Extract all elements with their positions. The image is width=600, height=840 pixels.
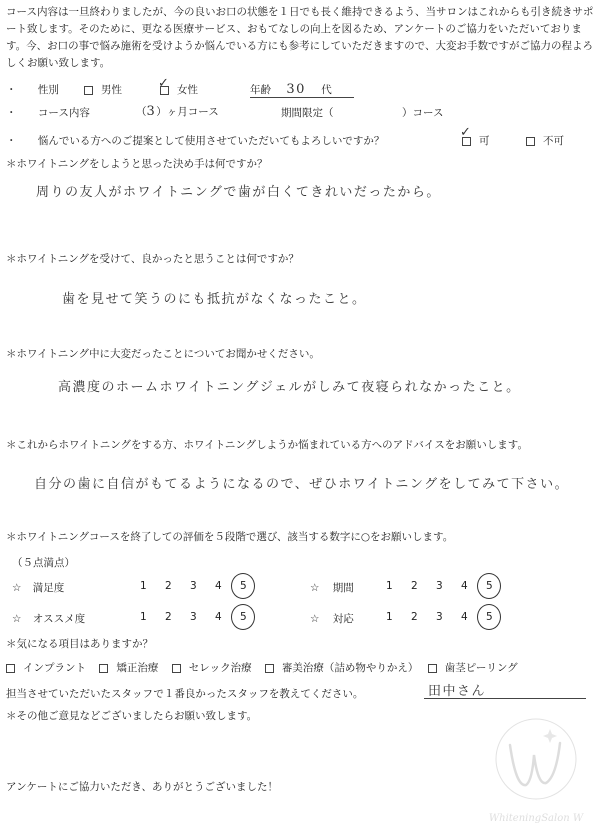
option-cerec[interactable]	[172, 662, 252, 674]
option-implant[interactable]	[6, 662, 86, 674]
question-4	[6, 437, 528, 452]
male-label: 男性	[101, 84, 122, 96]
answer-1[interactable]: 周りの友人がホワイトニングで歯が白くてきれいだったから。	[36, 185, 441, 200]
rating-label: 対応	[332, 613, 354, 625]
rating-number[interactable]: 2	[411, 611, 418, 623]
answer-3[interactable]: 高濃度のホームホワイトニングジェルがしみて夜寝られなかったこと。	[58, 380, 521, 395]
star-mark: ＊	[6, 638, 17, 650]
months-suffix: ヶ月コース	[166, 106, 219, 118]
rating-row-period	[310, 580, 354, 595]
age-prefix: 年齢	[250, 84, 271, 96]
rating-number[interactable]: 3	[190, 611, 197, 623]
female-check-icon: ✓	[158, 76, 169, 91]
closing-text: アンケートにご協力いただき、ありがとうございました！	[6, 781, 278, 793]
sex-row	[6, 82, 59, 97]
logo-mark-icon	[480, 715, 592, 810]
answer-2[interactable]: 歯を見せて笑うのにも抵抗がなくなったこと。	[62, 292, 367, 307]
rating-number[interactable]: 5	[240, 580, 247, 592]
question-2-text: ホワイトニングを受けて、良かったと思うことは何ですか？	[16, 253, 299, 265]
rating-number[interactable]: 4	[215, 611, 222, 623]
salon-logo	[480, 715, 592, 825]
rating-number[interactable]: 2	[165, 580, 172, 592]
rating-selected-circle	[231, 604, 255, 630]
checkbox-gum-peeling[interactable]	[428, 664, 437, 673]
checkbox-implant[interactable]	[6, 664, 15, 673]
rating-selected-circle	[477, 573, 501, 599]
question-6-text: 気になる項目はありますか？	[16, 638, 153, 650]
star-mark: ＊	[6, 253, 17, 265]
consent-check-icon: ✓	[460, 125, 471, 140]
rating-number[interactable]: 5	[240, 611, 247, 623]
bullet: ・	[6, 135, 17, 147]
course-row	[6, 105, 90, 120]
intro-text: コース内容は一旦終わりましたが、今の良いお口の状態を１日でも長く維持できるよう、当サロンはこれからも引き続きサポート致します。そのために、更なる医療サービス、おもてなしの向上を図るため、アンケートのご協力をいただいております。今、お口の事で悩み施術を受けようか悩んでいる方にも参考にしていただきますので、大変お手数ですがご協力の程よろしくお願い致します。	[6, 6, 594, 69]
rating-number[interactable]: 1	[386, 580, 393, 592]
consent-no-label: 不可	[543, 135, 564, 147]
option-label: 矯正治療	[116, 662, 159, 674]
male-option[interactable]	[84, 82, 122, 97]
rating-label: オススメ度	[32, 613, 86, 625]
question-3-text: ホワイトニング中に大変だったことについてお聞かせください。	[16, 348, 320, 360]
rating-number[interactable]: 4	[215, 580, 222, 592]
rating-number[interactable]: 2	[165, 611, 172, 623]
answer-4[interactable]: 自分の歯に自信がもてるようになるので、ぜひホワイトニングをしてみて下さい。	[34, 477, 570, 492]
star-icon: ☆	[12, 582, 22, 594]
rating-number[interactable]: 1	[386, 611, 393, 623]
star-mark: ＊	[6, 710, 17, 722]
star-mark: ＊	[6, 348, 17, 360]
rating-number[interactable]: 4	[461, 580, 468, 592]
consent-row	[6, 133, 384, 148]
question-8	[6, 708, 257, 723]
rating-label: 期間	[332, 582, 354, 594]
option-orthodontics[interactable]	[99, 662, 158, 674]
paren-open: （	[136, 106, 147, 118]
star-mark: ＊	[6, 158, 17, 170]
staff-field[interactable]	[424, 680, 586, 699]
rating-number[interactable]: 1	[140, 580, 147, 592]
age-value: 30	[286, 82, 306, 97]
question-7: 担当させていただいたスタッフで１番良かったスタッフを教えてください。	[6, 688, 364, 700]
bullet: ・	[6, 84, 17, 96]
option-gum-peeling[interactable]	[428, 662, 518, 674]
checkbox-consent-no[interactable]	[526, 137, 535, 146]
option-aesthetic[interactable]	[265, 662, 419, 674]
option-label: 審美治療（詰め物やりかえ）	[281, 662, 419, 674]
question-5-text: ホワイトニングコースを終了しての評価を５段階で選び、該当する数字に○をお願いします。	[16, 531, 454, 543]
star-icon: ☆	[310, 582, 320, 594]
question-1-text: ホワイトニングをしようと思った決め手は何ですか？	[16, 158, 268, 170]
bullet: ・	[6, 107, 17, 119]
limited-suffix: ）コース	[402, 107, 444, 119]
rating-row-recommend	[12, 611, 85, 626]
age-field[interactable]	[250, 82, 354, 98]
question-1	[6, 156, 268, 171]
consent-label: 悩んでいる方へのご提案として使用させていただいてもよろしいですか？	[37, 135, 385, 147]
question-2	[6, 251, 299, 266]
course-months[interactable]	[136, 104, 219, 119]
rating-number[interactable]: 2	[411, 580, 418, 592]
question-4-text: これからホワイトニングをする方、ホワイトニングしようか悩まれている方へのアドバイスをお願いします。	[16, 439, 528, 451]
consent-no-option[interactable]	[526, 133, 564, 148]
scale-note: （５点満点）	[12, 557, 75, 569]
option-label: 歯茎ピーリング	[444, 662, 518, 674]
star-icon: ☆	[12, 613, 22, 625]
paren-close: ）	[156, 106, 167, 118]
checkbox-orthodontics[interactable]	[99, 664, 108, 673]
consent-yes-label: 可	[479, 135, 490, 147]
sex-label: 性別	[37, 84, 59, 96]
option-label: インプラント	[23, 662, 86, 674]
rating-number[interactable]: 5	[486, 580, 493, 592]
rating-number[interactable]: 4	[461, 611, 468, 623]
rating-number[interactable]: 3	[190, 580, 197, 592]
rating-number[interactable]: 5	[486, 611, 493, 623]
checkbox-cerec[interactable]	[172, 664, 181, 673]
rating-selected-circle	[231, 573, 255, 599]
months-value: 3	[146, 104, 157, 119]
staff-answer: 田中さん	[428, 684, 487, 699]
star-mark: ＊	[6, 531, 17, 543]
logo-text: WhiteningSalon W	[488, 813, 584, 824]
star-icon: ☆	[310, 613, 320, 625]
rating-row-satisfaction	[12, 580, 64, 595]
limited-label: 期間限定（	[281, 107, 334, 119]
female-label: 女性	[177, 84, 198, 96]
age-suffix: 代	[321, 84, 332, 96]
interest-options	[6, 660, 520, 675]
rating-number[interactable]: 1	[140, 611, 147, 623]
question-3	[6, 346, 320, 361]
rating-selected-circle	[477, 604, 501, 630]
star-mark: ＊	[6, 439, 17, 451]
checkbox-aesthetic[interactable]	[265, 664, 274, 673]
course-label: コース内容	[37, 107, 90, 119]
rating-label: 満足度	[32, 582, 65, 594]
rating-number[interactable]: 3	[436, 580, 443, 592]
option-label: セレック治療	[188, 662, 252, 674]
rating-number[interactable]: 3	[436, 611, 443, 623]
question-5	[6, 529, 453, 544]
checkbox-male[interactable]	[84, 86, 93, 95]
question-8-text: その他ご意見などございましたらお願い致します。	[16, 710, 258, 722]
question-6	[6, 636, 153, 651]
rating-row-support	[310, 611, 354, 626]
